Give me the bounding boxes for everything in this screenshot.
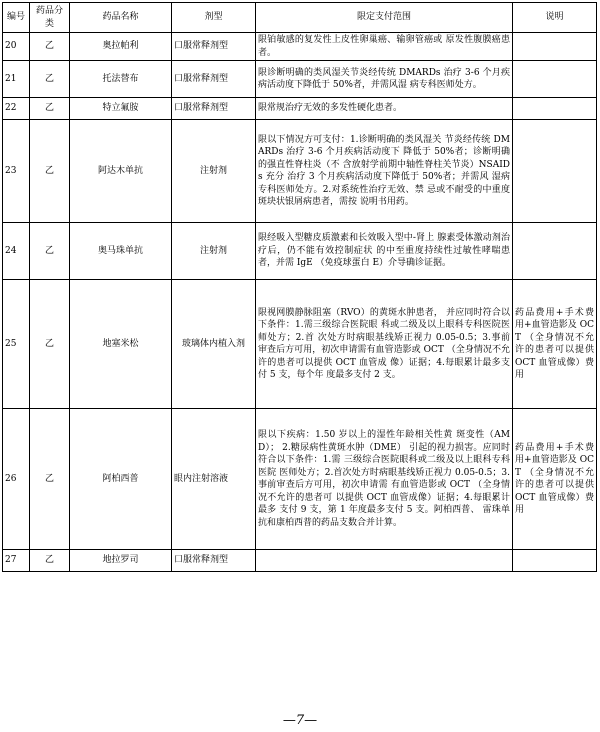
- row-scope: 限铂敏感的复发性上皮性卵巢癌、输卵管癌或 原发性腹膜癌患者。: [256, 33, 513, 61]
- row-note: [513, 33, 597, 61]
- row-note: [513, 120, 597, 223]
- row-form: 眼内注射溶液: [172, 409, 256, 550]
- row-category: 乙: [30, 33, 70, 61]
- row-no: 26: [3, 409, 30, 550]
- table-row: [3, 409, 597, 550]
- row-scope: 限常规治疗无效的多发性硬化患者。: [256, 98, 513, 120]
- table-row: [3, 61, 597, 98]
- table-header-row: [3, 3, 597, 33]
- row-no: 22: [3, 98, 30, 120]
- header-no: 编号: [3, 3, 30, 33]
- row-no: 20: [3, 33, 30, 61]
- row-form: 口服常释剂型: [172, 550, 256, 572]
- page-number: —7—: [282, 713, 318, 728]
- row-form: 玻璃体内植入剂: [172, 280, 256, 409]
- table-row: [3, 280, 597, 409]
- row-note: [513, 223, 597, 280]
- row-note: 药品费用+手术费用+血管造影及 OCT （全身情况不允许的患者可以提供 OCT 血管成像）费用: [513, 409, 597, 550]
- header-form: 剂型: [172, 3, 256, 33]
- row-scope: 限以下情况方可支付：1.诊断明确的类风湿关 节炎经传统 DMARDs 治疗 3-6 个月疾病活动度下 降低于 50%者；诊断明确的强直性脊柱炎（不 含放射学前期中轴性脊柱关节炎）NSAIDs 充分 治疗 3 个月疾病活动度下降低于 50%者；并需风 湿病专科医师处方。2.对系统性治疗无效、禁 忌或不耐受的中重度斑块状银屑病患者，需按 说明书用药。: [256, 120, 513, 223]
- row-drug-name: 地拉罗司: [70, 550, 172, 572]
- row-note: [513, 61, 597, 98]
- row-no: 25: [3, 280, 30, 409]
- header-scope: 限定支付范围: [256, 3, 513, 33]
- row-scope: [256, 550, 513, 572]
- row-category: 乙: [30, 280, 70, 409]
- header-note: 说明: [513, 3, 597, 33]
- row-category: 乙: [30, 409, 70, 550]
- header-category: 药品分类: [30, 3, 70, 33]
- table-row: [3, 33, 597, 61]
- row-category: 乙: [30, 120, 70, 223]
- row-category: 乙: [30, 98, 70, 120]
- row-note: [513, 98, 597, 120]
- row-drug-name: 特立氟胺: [70, 98, 172, 120]
- row-drug-name: 托法替布: [70, 61, 172, 98]
- header-name: 药品名称: [70, 3, 172, 33]
- row-drug-name: 地塞米松: [70, 280, 172, 409]
- table-row: [3, 98, 597, 120]
- row-form: 注射剂: [172, 223, 256, 280]
- row-drug-name: 阿柏西普: [70, 409, 172, 550]
- row-drug-name: 奥马珠单抗: [70, 223, 172, 280]
- row-category: 乙: [30, 223, 70, 280]
- table-row: [3, 223, 597, 280]
- row-form: 注射剂: [172, 120, 256, 223]
- row-scope: 限视网膜静脉阻塞（RVO）的黄斑水肿患者， 并应同时符合以下条件：1.需三级综合医院眼 科或二级及以上眼科专科医院医师处方；2.首 次处方时病眼基线矫正视力 0.05-0.5；3.事前 审查后方可用，初次申请需有血管造影或 OCT （全身情况不允许的患者可以提供 OCT 血管成 像）证据；4.每眼累计最多支付 5 支，每个年 度最多支付 2 支。: [256, 280, 513, 409]
- row-note: 药品费用+手术费用+血管造影及 OCT （全身情况不允许的患者可以提供 OCT 血管成像）费用: [513, 280, 597, 409]
- row-scope: 限经吸入型糖皮质激素和长效吸入型中-肾上 腺素受体激动剂治疗后，仍不能有效控制症状 的中至重度持续性过敏性哮喘患者，并需 IgE （免疫球蛋白 E）介导确诊证据。: [256, 223, 513, 280]
- row-no: 23: [3, 120, 30, 223]
- row-category: 乙: [30, 550, 70, 572]
- row-note: [513, 550, 597, 572]
- row-no: 27: [3, 550, 30, 572]
- drug-table: [2, 2, 597, 572]
- row-no: 24: [3, 223, 30, 280]
- row-drug-name: 奥拉帕利: [70, 33, 172, 61]
- row-drug-name: 阿达木单抗: [70, 120, 172, 223]
- row-form: 口服常释剂型: [172, 61, 256, 98]
- row-scope: 限以下疾病：1.50 岁以上的湿性年龄相关性黄 斑变性（AMD）； 2.糖尿病性黄斑水肿（DME） 引起的视力损害。应同时符合以下条件：1.需 三级综合医院眼科或二级及以上眼科专科医院 医师处方；2.首次处方时病眼基线矫正视力 0.05-0.5；3.事前审查后方可用，初次申请需 有血管造影或 OCT （全身情况不允许的患者可 以提供 OCT 血管成像）证据；4.每眼累计最多 支付 9 支，第 1 年度最多支付 5 支。阿柏西普、 雷珠单抗和康柏西普的药品支数合并计算。: [256, 409, 513, 550]
- table-row: [3, 550, 597, 572]
- row-scope: 限诊断明确的类风湿关节炎经传统 DMARDs 治疗 3-6 个月疾病活动度下降低于 50%者，并需风湿 病专科医师处方。: [256, 61, 513, 98]
- row-no: 21: [3, 61, 30, 98]
- row-form: 口服常释剂型: [172, 33, 256, 61]
- table-row: [3, 120, 597, 223]
- row-category: 乙: [30, 61, 70, 98]
- row-form: 口服常释剂型: [172, 98, 256, 120]
